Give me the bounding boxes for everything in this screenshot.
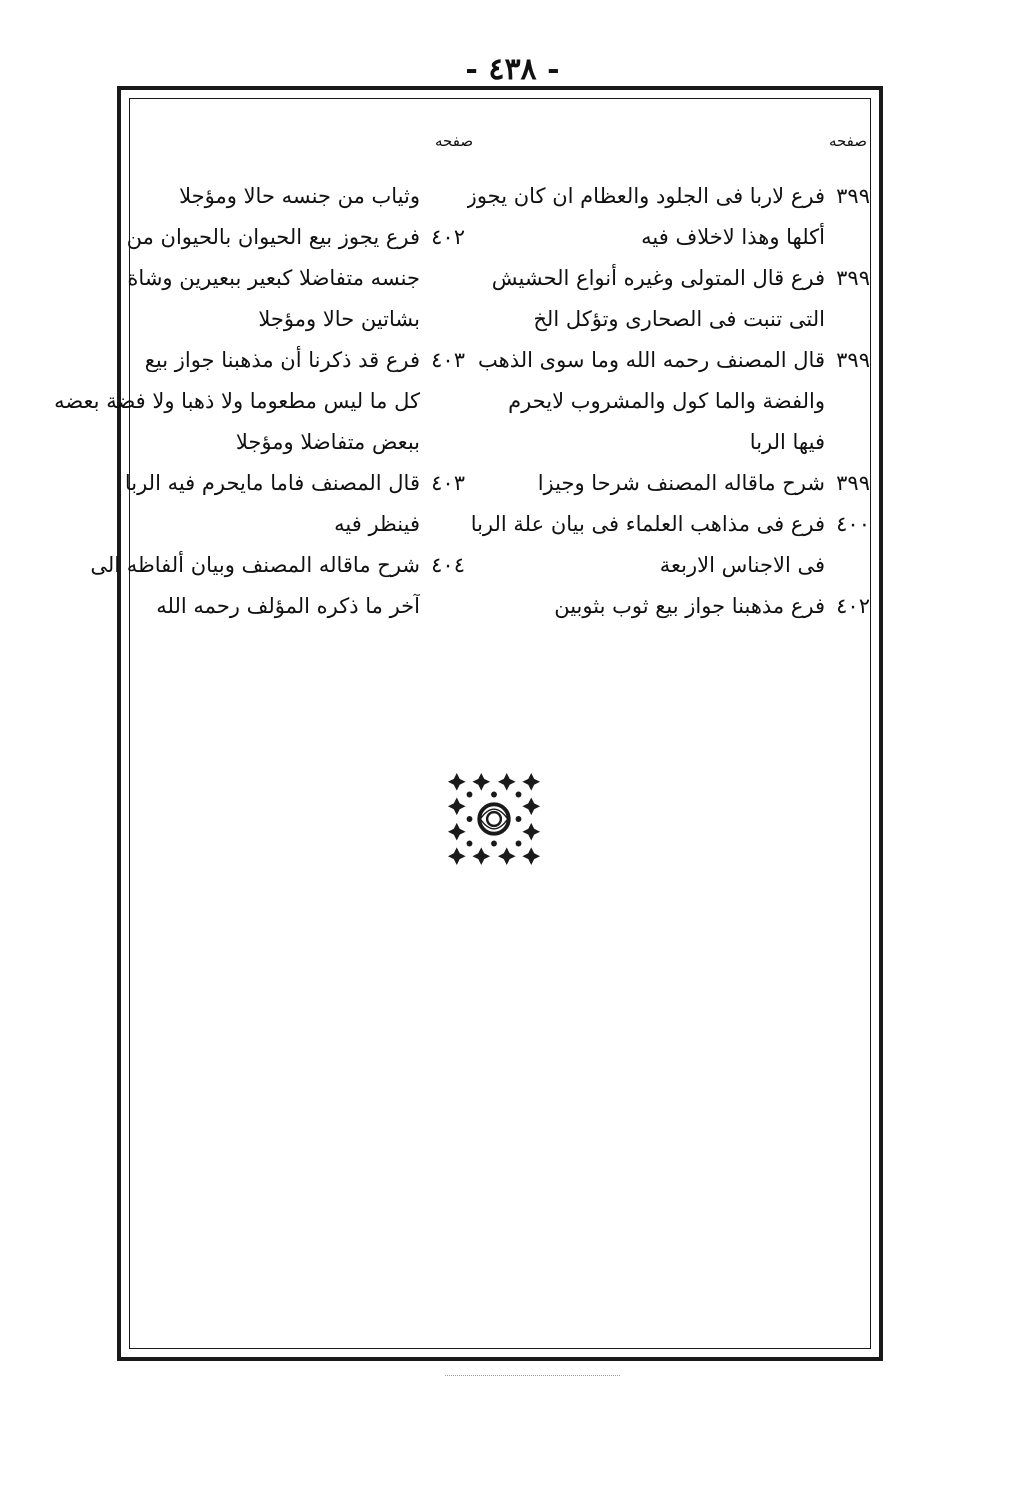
index-entry-continuation	[155, 176, 465, 217]
right-column-header: صفحه	[828, 132, 867, 150]
entry-line: فينظر فيه	[334, 512, 420, 536]
index-entry	[124, 463, 465, 545]
index-entry	[90, 545, 465, 627]
left-index-column	[54, 176, 465, 627]
entry-line: فى الاجناس الاربعة	[659, 553, 825, 577]
page-ref: ٤٠٣	[431, 471, 465, 495]
entry-line: فرع قال المتولى وغيره أنواع الحشيش	[491, 266, 825, 290]
entry-line: قال المصنف رحمه الله وما سوى الذهب	[478, 348, 825, 372]
entry-line: بشاتين حالا ومؤجلا	[258, 307, 420, 331]
page-ref: ٣٩٩	[836, 471, 870, 495]
entry-line: فيها الربا	[749, 430, 825, 454]
page-ref: ٤٠٣	[431, 348, 465, 372]
entry-line: فرع فى مذاهب العلماء فى بيان علة الربا	[470, 512, 825, 536]
entry-line: فرع لاربا فى الجلود والعظام ان كان يجوز	[466, 184, 825, 208]
entry-text	[471, 504, 825, 586]
entry-line: فرع قد ذكرنا أن مذهبنا جواز بيع	[144, 348, 420, 372]
page-number: - ٤٣٨ -	[465, 52, 560, 87]
entry-text	[127, 217, 420, 340]
page-ref: ٤٠٠	[836, 512, 870, 536]
decorative-ornament-icon	[445, 770, 543, 868]
entry-text	[530, 586, 825, 627]
left-column-header: صفحه	[435, 132, 474, 150]
entry-line: وثياب من جنسه حالا ومؤجلا	[179, 184, 420, 208]
index-entry	[470, 504, 870, 586]
index-entry	[54, 340, 465, 463]
entry-line: التى تنبت فى الصحارى وتؤكل الخ	[533, 307, 825, 331]
entry-line: آخر ما ذكره المؤلف رحمه الله	[156, 594, 420, 618]
index-entry	[530, 463, 870, 504]
scan-artifact-line	[445, 1375, 620, 1376]
page-ref: ٤٠٢	[431, 225, 465, 249]
entry-text	[54, 340, 420, 463]
index-entry	[530, 586, 870, 627]
entry-text	[467, 176, 825, 258]
entry-text	[155, 176, 420, 217]
entry-text	[530, 463, 825, 504]
entry-line: ببعض متفاضلا ومؤجلا	[235, 430, 420, 454]
entry-line: أكلها وهذا لاخلاف فيه	[641, 225, 825, 249]
entry-line: قال المصنف فاما مايحرم فيه الربا	[124, 471, 420, 495]
index-entry	[466, 176, 870, 258]
index-entry	[126, 217, 465, 340]
entry-line: فرع يجوز بيع الحيوان بالحيوان من	[126, 225, 420, 249]
entry-line: شرح ماقاله المصنف وبيان ألفاظه الى	[90, 553, 420, 577]
entry-line: فرع مذهبنا جواز بيع ثوب بثوبين	[554, 594, 825, 618]
entry-line: شرح ماقاله المصنف شرحا وجيزا	[537, 471, 825, 495]
entry-line: كل ما ليس مطعوما ولا ذهبا ولا فضة بعضه	[54, 389, 420, 413]
entry-text	[492, 258, 825, 340]
entry-text	[90, 545, 420, 627]
page-ref: ٤٠٤	[431, 553, 465, 577]
page-ref: ٣٩٩	[836, 266, 870, 290]
page-ref: ٣٩٩	[836, 184, 870, 208]
entry-line: والفضة والما كول والمشروب لايحرم	[508, 389, 825, 413]
entry-text	[125, 463, 420, 545]
entry-line: جنسه متفاضلا كبعير ببعيرين وشاة	[127, 266, 420, 290]
index-entry	[491, 258, 870, 340]
right-index-column	[466, 176, 870, 627]
page-ref: ٤٠٢	[836, 594, 870, 618]
index-entry	[478, 340, 870, 463]
entry-text	[478, 340, 825, 463]
page-ref: ٣٩٩	[836, 348, 870, 372]
